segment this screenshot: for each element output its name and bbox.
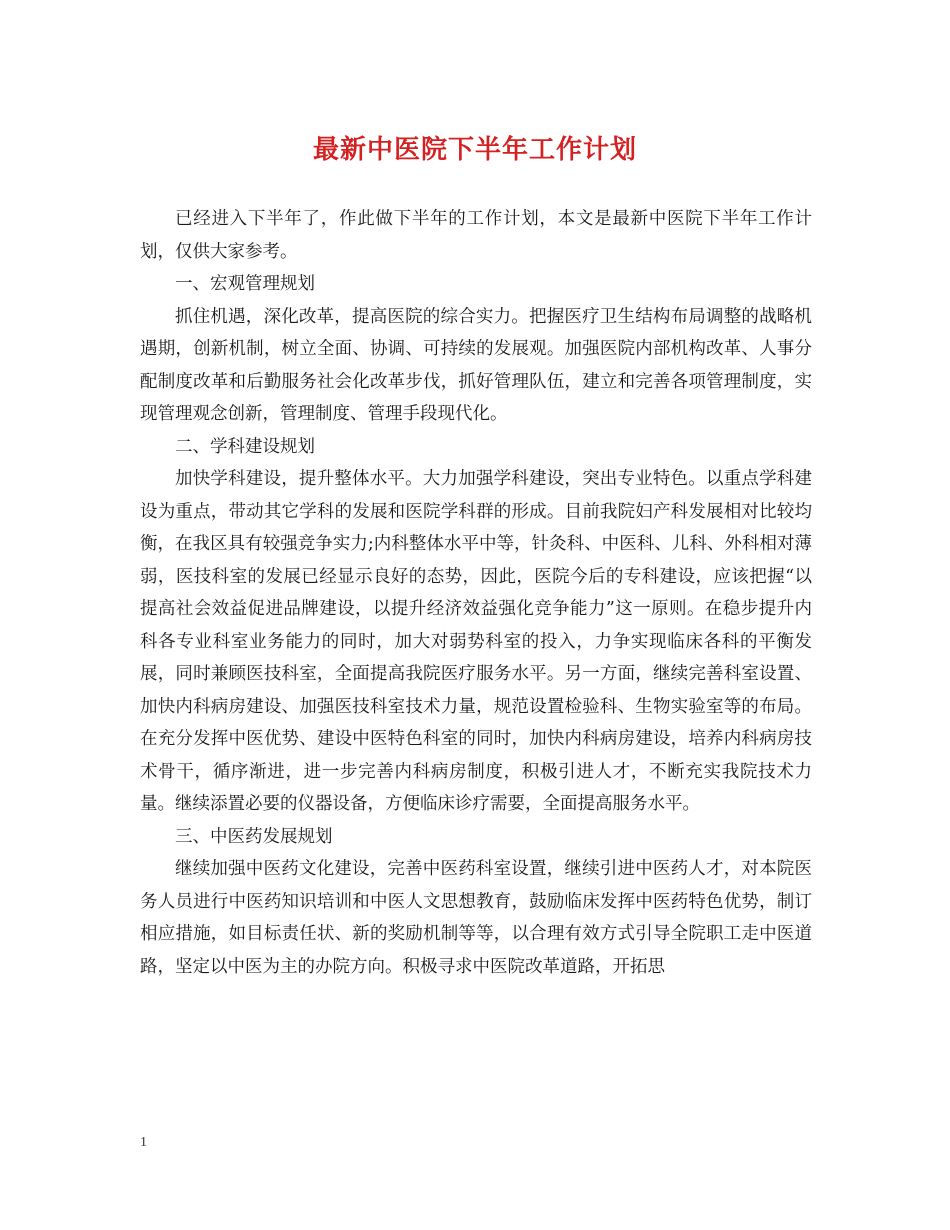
paragraph-section-1: 抓住机遇，深化改革，提高医院的综合实力。把握医疗卫生结构布局调整的战略机遇期，创新机制，树立全面、协调、可持续的发展观。加强医院内部机构改革、人事分配制度改革和后勤服务社会化改革步伐，抓好管理队伍，建立和完善各项管理制度，实现管理观念创新，管理制度、管理手段现代化。 xyxy=(140,306,812,424)
section-heading-1: 一、宏观管理规划 xyxy=(175,274,315,294)
paragraph-intro: 已经进入下半年了，作此做下半年的工作计划，本文是最新中医院下半年工作计划，仅供大家参考。 xyxy=(140,209,812,262)
section-heading-3: 三、中医药发展规划 xyxy=(175,826,333,847)
paragraph-section-2: 加快学科建设，提升整体水平。大力加强学科建设，突出专业特色。以重点学科建设为重点，带动其它学科的发展和医院学科群的形成。目前我院妇产科发展相对比较均衡，在我区具有较强竞争实力;内科整体水平中等，针灸科、中医科、儿科、外科相对薄弱，医技科室的发展已经显示良好的态势，因此，医院今后的专科建设，应该把握“以提高社会效益促进品牌建设，以提升经济效益强化竞争能力”这一原则。在稳步提升内科各专业科室业务能力的同时，加大对弱势科室的投入，力争实现临床各科的平衡发展，同时兼顾医技科室，全面提高我院医疗服务水平。另一方面，继续完善科室设置、加快内科病房建设、加强医技科室技术力量，规范设置检验科、生物实验室等的布局。在充分发挥中医优势、建设中医特色科室的同时，加快内科病房建设，培养内科病房技术骨干，循序渐进，进一步完善内科病房制度，积极引进人才，不断充实我院技术力量。继续添置必要的仪器设备，方便临床诊疗需要，全面提高服务水平。 xyxy=(140,469,812,814)
document-body xyxy=(140,203,812,983)
document-title: 最新中医院下半年工作计划 xyxy=(312,135,637,165)
paragraph-section-3: 继续加强中医药文化建设，完善中医药科室设置，继续引进中医药人才，对本院医务人员进行中医药知识培训和中医人文思想教育，鼓励临床发挥中医药特色优势，制订相应措施，如目标责任状、新的奖励机制等等，以合理有效方式引导全院职工走中医道路，坚定以中医为主的办院方向。积极寻求中医院改革道路，开拓思 xyxy=(140,859,812,977)
page-number: 1 xyxy=(140,1135,147,1150)
section-heading-2: 二、学科建设规划 xyxy=(175,436,315,457)
